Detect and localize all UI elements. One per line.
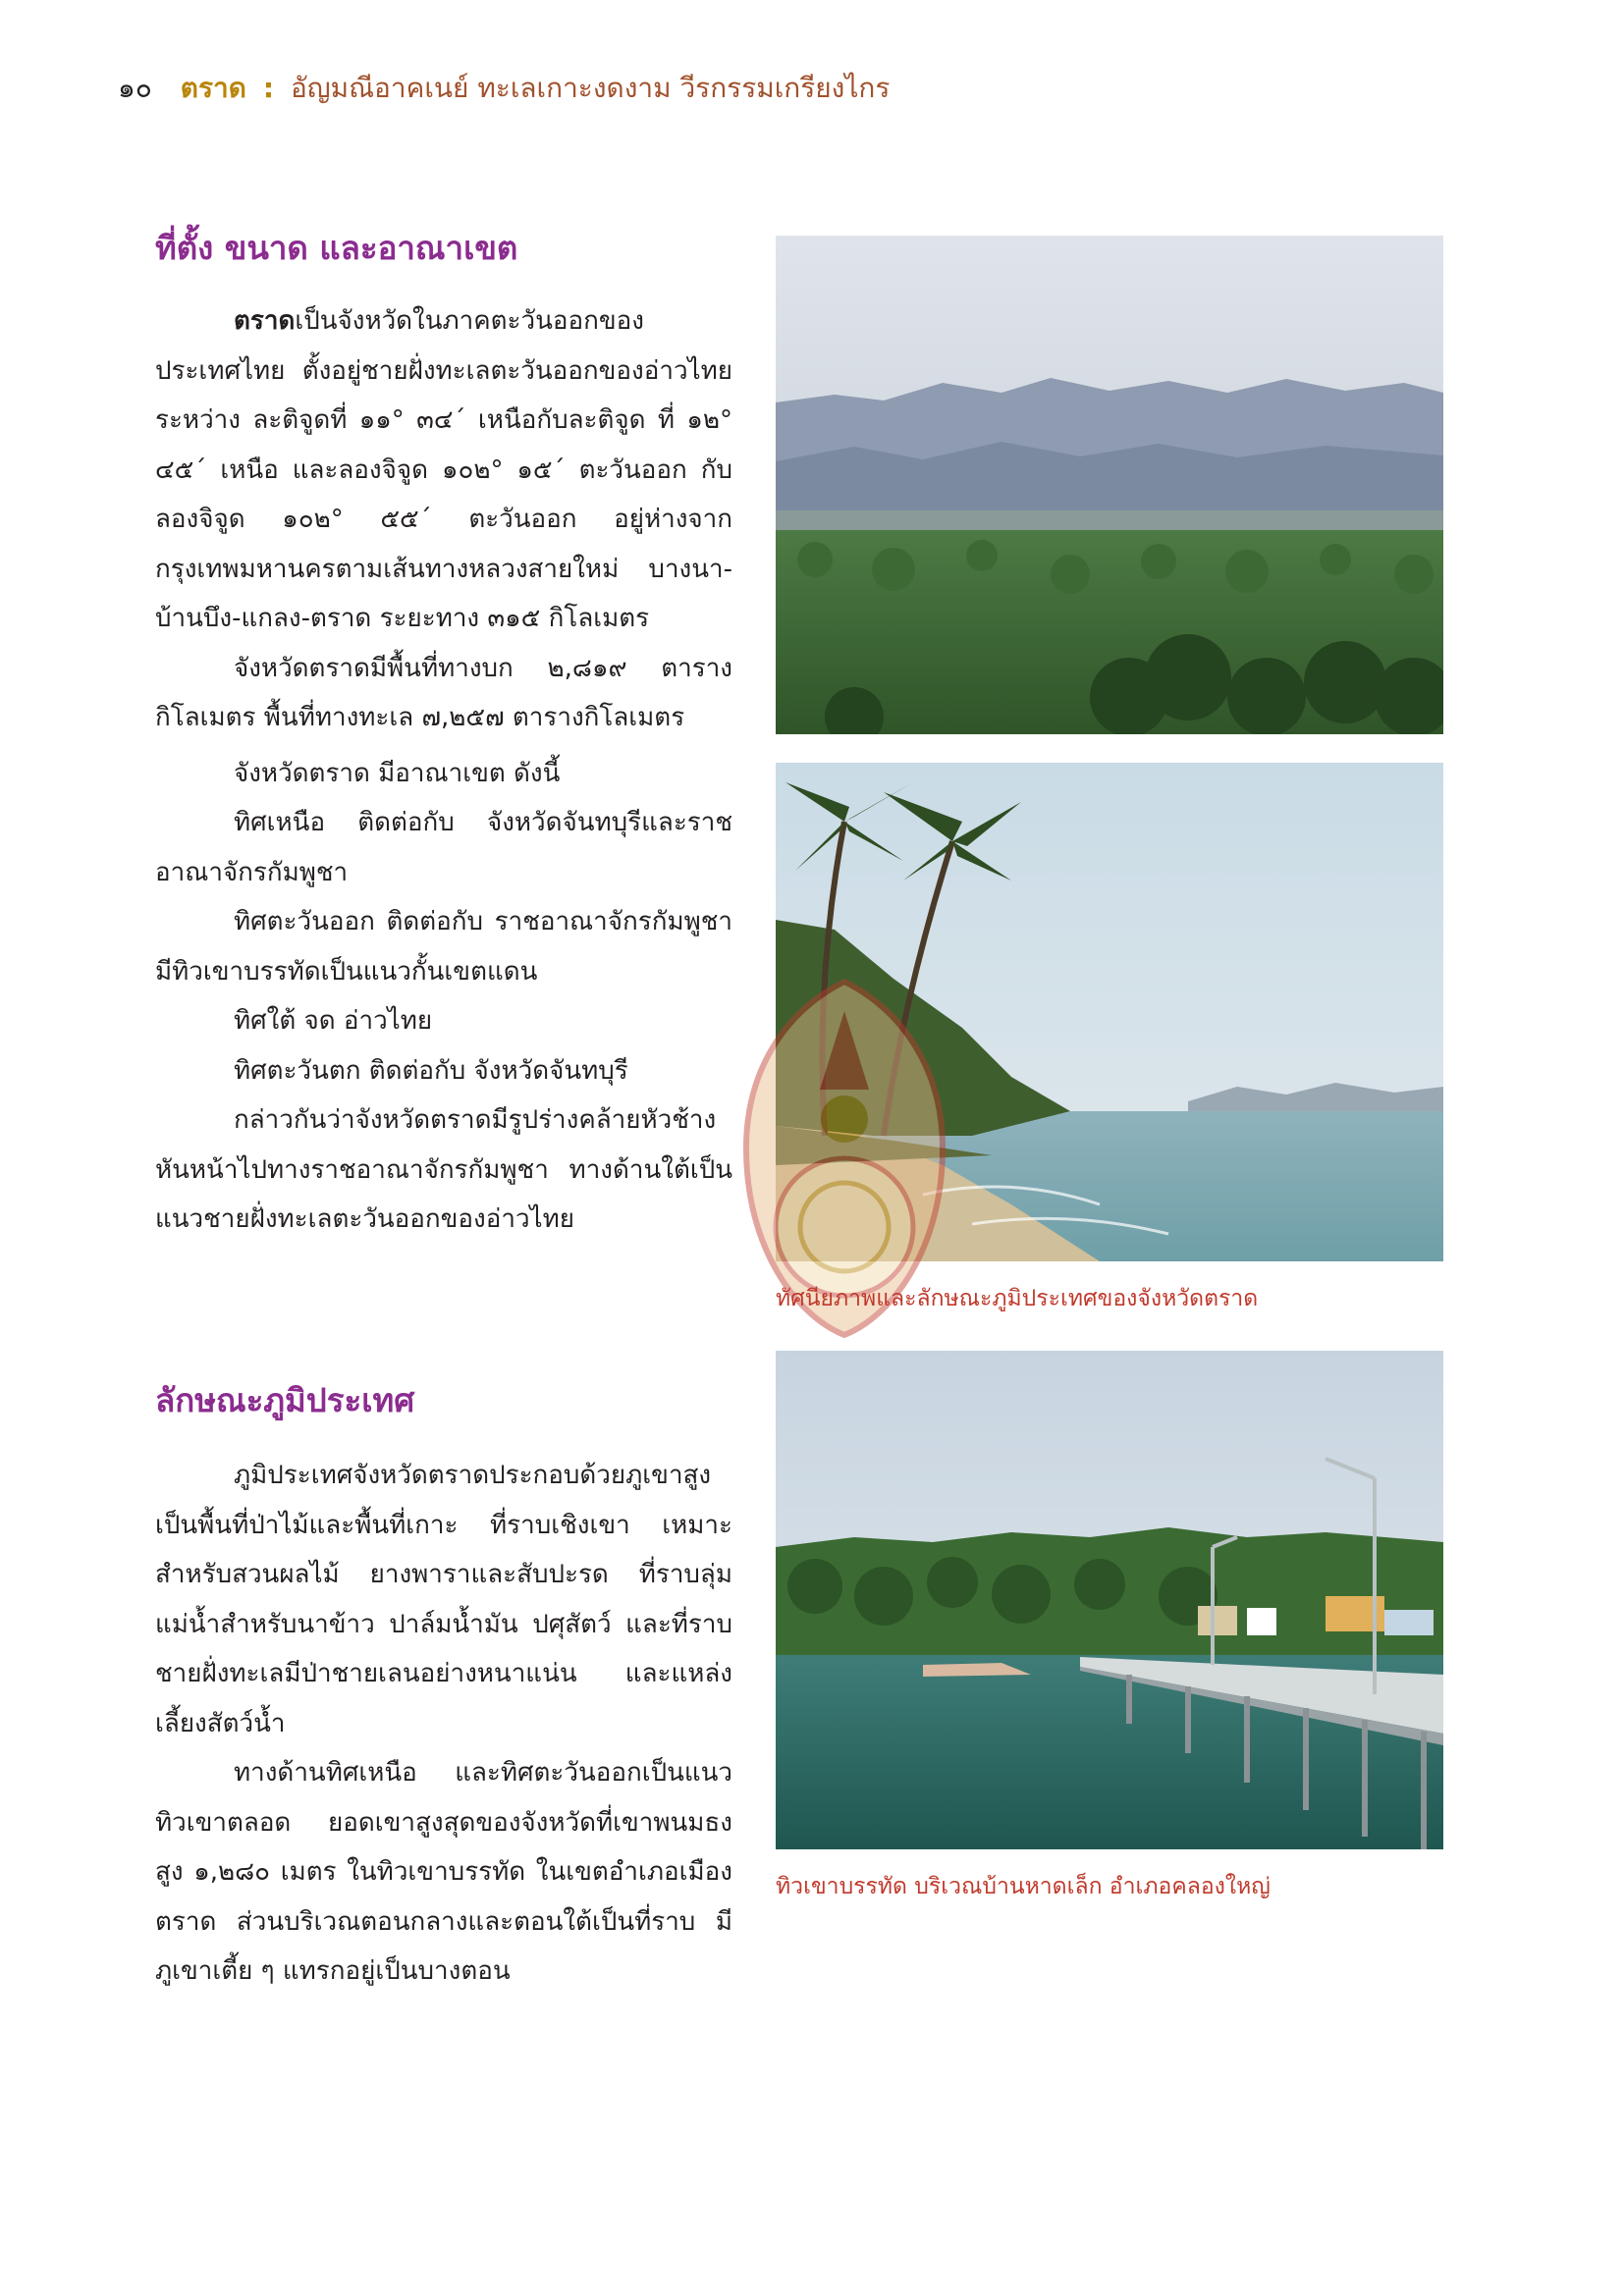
running-header <box>118 69 890 108</box>
header-subtitle: อัญมณีอาคเนย์ ทะเลเกาะงดงาม วีรกรรมเกรียงไกร <box>290 72 891 104</box>
header-province: ตราด <box>180 72 246 104</box>
paragraph: ทิศใต้ จด อ่าวไทย <box>234 1006 433 1036</box>
paragraph: กล่าวกันว่าจังหวัดตราดมีรูปร่างคล้ายหัวช้าง หันหน้าไปทางราชอาณาจักรกัมพูชา ทางด้านใต้เป็นแนวชายฝั่งทะเลตะวันออกของอ่าวไทย <box>155 1105 732 1234</box>
section-heading-location: ที่ตั้ง ขนาด และอาณาเขต <box>155 229 518 267</box>
photo-caption-1: ทัศนียภาพและลักษณะภูมิประเทศของจังหวัดตราด <box>776 1286 1259 1311</box>
paragraph-text: เป็นจังหวัดในภาคตะวันออกของประเทศไทย ตั้งอยู่ชายฝั่งทะเลตะวันออกของอ่าวไทย ระหว่าง ละติจูดที่ ๑๑° ๓๔´ เหนือกับละติจูด ที่ ๑๒° ๔๕´ เหนือ และลองจิจูด ๑๐๒° ๑๕´ ตะวันออก กับลองจิจูด ๑๐๒° ๕๕´ ตะวันออก อยู่ห่างจากกรุงเทพมหานครตามเส้นทางหลวงสายใหม่ บางนา-บ้านบึง-แกลง-ตราด ระยะทาง ๓๑๕ กิโลเมตร <box>155 306 732 633</box>
photo-pier-bay <box>776 1351 1443 1849</box>
paragraph: ทิศตะวันออก ติดต่อกับ ราชอาณาจักรกัมพูชา มีทิวเขาบรรทัดเป็นแนวกั้นเขตแดน <box>155 907 732 987</box>
paragraph: ภูมิประเทศจังหวัดตราดประกอบด้วยภูเขาสูง เป็นพื้นที่ป่าไม้และพื้นที่เกาะ ที่ราบเชิงเขา เหมาะสำหรับสวนผลไม้ ยางพาราและสับปะรด ที่ราบลุ่มแม่น้ำสำหรับนาข้าว ปาล์มน้ำมัน ปศุสัตว์ และที่ราบชายฝั่งทะเลมีป่าชายเลนอย่างหนาแน่น และแหล่งเลี้ยงสัตว์น้ำ <box>155 1461 732 1738</box>
paragraph: จังหวัดตราดมีพื้นที่ทางบก ๒,๘๑๙ ตารางกิโลเมตร พื้นที่ทางทะเล ๗,๒๕๗ ตารางกิโลเมตร <box>155 653 732 732</box>
page-number: ๑๐ <box>118 72 152 104</box>
photo-caption-2: ทิวเขาบรรทัด บริเวณบ้านหาดเล็ก อำเภอคลองใหญ่ <box>776 1874 1271 1899</box>
paragraph: ทางด้านทิศเหนือ และทิศตะวันออกเป็นแนวทิวเขาตลอด ยอดเขาสูงสุดของจังหวัดที่เขาพนมธง สูง ๑,๒๘๐ เมตร ในทิวเขาบรรทัด ในเขตอำเภอเมืองตราด ส่วนบริเวณตอนกลางและตอนใต้เป็นที่ราบ มีภูเขาเตี้ย ๆ แทรกอยู่เป็นบางตอน <box>155 1758 732 1986</box>
paragraph: จังหวัดตราด มีอาณาเขต ดังนี้ <box>234 758 561 788</box>
section-heading-geography: ลักษณะภูมิประเทศ <box>155 1381 415 1419</box>
paragraph: ทิศตะวันตก ติดต่อกับ จังหวัดจันทบุรี <box>234 1055 628 1086</box>
paragraph: ทิศเหนือ ติดต่อกับ จังหวัดจันทบุรีและราชอาณาจักรกัมพูชา <box>155 808 732 887</box>
paragraph <box>155 296 732 644</box>
section-body-geography <box>155 1451 732 1997</box>
header-separator: : <box>262 72 275 104</box>
section-body-location <box>155 296 732 1245</box>
paragraph-lead: ตราด <box>234 306 296 336</box>
photo-mountain-landscape <box>776 236 1443 734</box>
